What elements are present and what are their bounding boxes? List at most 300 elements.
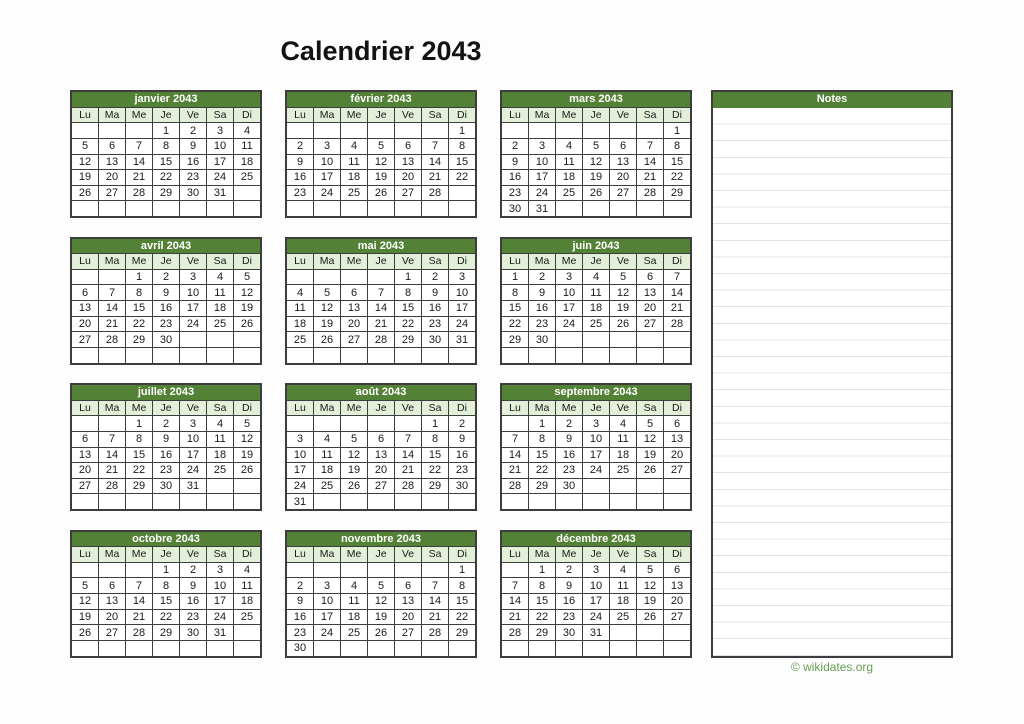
empty-cell (180, 201, 206, 216)
empty-cell (368, 348, 394, 363)
date-cell: 9 (180, 578, 206, 593)
date-cell: 21 (422, 610, 448, 625)
date-cell: 2 (556, 563, 582, 578)
day-header-me: Me (556, 254, 582, 269)
date-cell: 9 (153, 432, 179, 447)
day-header-sa: Sa (207, 401, 233, 416)
empty-cell (153, 494, 179, 509)
empty-cell (583, 348, 609, 363)
date-cell: 1 (126, 416, 152, 431)
empty-cell (368, 123, 394, 138)
day-header-sa: Sa (422, 547, 448, 562)
date-cell: 9 (422, 285, 448, 300)
date-cell: 31 (207, 186, 233, 201)
date-cell: 30 (153, 332, 179, 347)
day-header-je: Je (153, 108, 179, 123)
date-cell: 26 (72, 625, 98, 640)
empty-cell (395, 641, 421, 656)
month-aout-2043 (285, 383, 477, 511)
date-cell: 29 (422, 479, 448, 494)
month-avril-2043 (70, 237, 262, 365)
empty-cell (314, 563, 340, 578)
date-cell: 2 (180, 563, 206, 578)
day-header-je: Je (583, 254, 609, 269)
date-cell: 14 (99, 301, 125, 316)
date-cell: 18 (207, 301, 233, 316)
date-cell: 6 (664, 416, 690, 431)
date-cell: 13 (637, 285, 663, 300)
empty-cell (126, 348, 152, 363)
date-cell: 12 (234, 285, 260, 300)
empty-cell (72, 270, 98, 285)
date-cell: 29 (395, 332, 421, 347)
day-header-ve: Ve (180, 254, 206, 269)
date-cell: 2 (529, 270, 555, 285)
date-cell: 20 (341, 317, 367, 332)
day-header-lu: Lu (287, 254, 313, 269)
date-cell: 22 (395, 317, 421, 332)
date-cell: 23 (153, 463, 179, 478)
date-cell: 27 (341, 332, 367, 347)
date-cell: 9 (556, 578, 582, 593)
day-header-je: Je (153, 254, 179, 269)
date-cell: 12 (368, 594, 394, 609)
date-cell: 24 (207, 170, 233, 185)
date-cell: 11 (207, 432, 233, 447)
day-header-je: Je (368, 401, 394, 416)
day-header-di: Di (449, 401, 475, 416)
day-header-ma: Ma (314, 401, 340, 416)
date-cell: 8 (126, 285, 152, 300)
date-cell: 7 (99, 285, 125, 300)
day-header-di: Di (234, 401, 260, 416)
day-header-lu: Lu (72, 108, 98, 123)
empty-cell (287, 416, 313, 431)
date-cell: 20 (368, 463, 394, 478)
date-cell: 27 (637, 317, 663, 332)
date-cell: 21 (126, 170, 152, 185)
date-cell: 13 (395, 155, 421, 170)
date-cell: 29 (449, 625, 475, 640)
day-header-lu: Lu (287, 547, 313, 562)
empty-cell (502, 641, 528, 656)
date-cell: 28 (395, 479, 421, 494)
date-cell: 15 (449, 594, 475, 609)
date-cell: 13 (72, 448, 98, 463)
date-cell: 21 (664, 301, 690, 316)
date-cell: 7 (99, 432, 125, 447)
date-cell: 17 (287, 463, 313, 478)
date-cell: 5 (72, 139, 98, 154)
day-header-lu: Lu (72, 401, 98, 416)
empty-cell (664, 641, 690, 656)
date-cell: 7 (395, 432, 421, 447)
attribution-link[interactable]: © wikidates.org (790, 660, 874, 674)
month-title: octobre 2043 (72, 532, 260, 547)
date-cell: 27 (99, 625, 125, 640)
date-cell: 28 (99, 332, 125, 347)
empty-cell (422, 123, 448, 138)
date-cell: 11 (234, 578, 260, 593)
date-cell: 16 (287, 610, 313, 625)
date-cell: 26 (368, 186, 394, 201)
month-title: juin 2043 (502, 239, 690, 254)
date-cell: 15 (422, 448, 448, 463)
day-header-sa: Sa (637, 547, 663, 562)
day-header-me: Me (341, 254, 367, 269)
day-header-lu: Lu (72, 254, 98, 269)
date-cell: 4 (234, 563, 260, 578)
empty-cell (207, 348, 233, 363)
empty-cell (637, 641, 663, 656)
date-cell: 11 (207, 285, 233, 300)
date-cell: 4 (583, 270, 609, 285)
date-cell: 2 (556, 416, 582, 431)
month-title: décembre 2043 (502, 532, 690, 547)
day-header-sa: Sa (422, 108, 448, 123)
day-header-je: Je (368, 108, 394, 123)
date-cell: 30 (287, 641, 313, 656)
empty-cell (610, 641, 636, 656)
empty-cell (637, 348, 663, 363)
date-cell: 1 (422, 416, 448, 431)
empty-cell (287, 201, 313, 216)
day-header-sa: Sa (637, 254, 663, 269)
empty-cell (583, 494, 609, 509)
month-title: mai 2043 (287, 239, 475, 254)
empty-cell (449, 186, 475, 201)
empty-cell (664, 479, 690, 494)
date-cell: 25 (341, 186, 367, 201)
date-cell: 5 (610, 270, 636, 285)
date-cell: 12 (637, 432, 663, 447)
empty-cell (368, 201, 394, 216)
day-header-di: Di (234, 254, 260, 269)
date-cell: 30 (502, 201, 528, 216)
date-cell: 10 (449, 285, 475, 300)
date-cell: 29 (126, 332, 152, 347)
date-cell: 24 (556, 317, 582, 332)
date-cell: 18 (610, 448, 636, 463)
empty-cell (99, 641, 125, 656)
empty-cell (341, 641, 367, 656)
empty-cell (126, 494, 152, 509)
empty-cell (422, 494, 448, 509)
day-header-ve: Ve (395, 547, 421, 562)
date-cell: 23 (556, 463, 582, 478)
empty-cell (314, 201, 340, 216)
empty-cell (234, 494, 260, 509)
date-cell: 3 (314, 139, 340, 154)
empty-cell (287, 348, 313, 363)
empty-cell (72, 563, 98, 578)
month-title: mars 2043 (502, 92, 690, 107)
empty-cell (395, 201, 421, 216)
date-cell: 21 (502, 463, 528, 478)
date-cell: 4 (314, 432, 340, 447)
date-cell: 12 (583, 155, 609, 170)
empty-cell (341, 563, 367, 578)
day-header-lu: Lu (502, 254, 528, 269)
date-cell: 30 (180, 625, 206, 640)
empty-cell (610, 494, 636, 509)
day-header-me: Me (556, 401, 582, 416)
empty-cell (529, 348, 555, 363)
empty-cell (637, 494, 663, 509)
empty-cell (341, 270, 367, 285)
date-cell: 11 (341, 155, 367, 170)
date-cell: 16 (529, 301, 555, 316)
date-cell: 17 (583, 594, 609, 609)
empty-cell (234, 479, 260, 494)
date-cell: 20 (637, 301, 663, 316)
day-header-je: Je (583, 401, 609, 416)
day-header-ve: Ve (180, 401, 206, 416)
date-cell: 28 (368, 332, 394, 347)
day-header-ma: Ma (314, 547, 340, 562)
empty-cell (583, 479, 609, 494)
empty-cell (72, 201, 98, 216)
empty-cell (610, 479, 636, 494)
date-cell: 15 (502, 301, 528, 316)
date-cell: 17 (207, 155, 233, 170)
day-header-sa: Sa (207, 547, 233, 562)
empty-cell (556, 332, 582, 347)
date-cell: 16 (153, 301, 179, 316)
date-cell: 27 (664, 610, 690, 625)
date-cell: 15 (126, 448, 152, 463)
day-header-ve: Ve (395, 108, 421, 123)
date-cell: 19 (368, 170, 394, 185)
empty-cell (341, 348, 367, 363)
day-header-me: Me (126, 401, 152, 416)
date-cell: 15 (153, 594, 179, 609)
date-cell: 4 (341, 578, 367, 593)
empty-cell (395, 494, 421, 509)
date-cell: 11 (314, 448, 340, 463)
date-cell: 20 (610, 170, 636, 185)
date-cell: 30 (153, 479, 179, 494)
date-cell: 11 (583, 285, 609, 300)
day-header-sa: Sa (207, 254, 233, 269)
date-cell: 16 (556, 448, 582, 463)
date-cell: 3 (449, 270, 475, 285)
date-cell: 4 (556, 139, 582, 154)
date-cell: 9 (153, 285, 179, 300)
empty-cell (422, 348, 448, 363)
empty-cell (314, 123, 340, 138)
day-header-ma: Ma (529, 401, 555, 416)
empty-cell (72, 494, 98, 509)
day-header-lu: Lu (502, 108, 528, 123)
date-cell: 19 (583, 170, 609, 185)
empty-cell (449, 201, 475, 216)
empty-cell (287, 123, 313, 138)
empty-cell (664, 332, 690, 347)
date-cell: 6 (395, 578, 421, 593)
date-cell: 31 (529, 201, 555, 216)
empty-cell (126, 563, 152, 578)
date-cell: 17 (449, 301, 475, 316)
empty-cell (422, 641, 448, 656)
date-cell: 30 (449, 479, 475, 494)
date-cell: 10 (314, 594, 340, 609)
date-cell: 28 (502, 479, 528, 494)
empty-cell (368, 494, 394, 509)
date-cell: 13 (610, 155, 636, 170)
empty-cell (529, 123, 555, 138)
date-cell: 25 (556, 186, 582, 201)
date-cell: 17 (556, 301, 582, 316)
date-cell: 3 (207, 563, 233, 578)
date-cell: 16 (180, 594, 206, 609)
date-cell: 1 (529, 416, 555, 431)
day-header-ma: Ma (99, 108, 125, 123)
empty-cell (556, 494, 582, 509)
date-cell: 9 (287, 155, 313, 170)
empty-cell (72, 123, 98, 138)
empty-cell (529, 494, 555, 509)
date-cell: 20 (664, 448, 690, 463)
date-cell: 25 (583, 317, 609, 332)
month-juillet-2043 (70, 383, 262, 511)
month-fevrier-2043 (285, 90, 477, 218)
date-cell: 4 (234, 123, 260, 138)
date-cell: 9 (556, 432, 582, 447)
date-cell: 5 (637, 416, 663, 431)
date-cell: 19 (72, 170, 98, 185)
date-cell: 13 (395, 594, 421, 609)
empty-cell (72, 641, 98, 656)
empty-cell (207, 201, 233, 216)
date-cell: 12 (72, 155, 98, 170)
empty-cell (207, 479, 233, 494)
day-header-ve: Ve (395, 401, 421, 416)
date-cell: 28 (664, 317, 690, 332)
date-cell: 26 (637, 463, 663, 478)
date-cell: 16 (287, 170, 313, 185)
date-cell: 29 (126, 479, 152, 494)
date-cell: 1 (449, 563, 475, 578)
date-cell: 7 (368, 285, 394, 300)
empty-cell (395, 123, 421, 138)
empty-cell (99, 563, 125, 578)
date-cell: 27 (99, 186, 125, 201)
date-cell: 18 (314, 463, 340, 478)
empty-cell (207, 494, 233, 509)
date-cell: 5 (341, 432, 367, 447)
empty-cell (664, 201, 690, 216)
date-cell: 14 (637, 155, 663, 170)
date-cell: 29 (529, 625, 555, 640)
date-cell: 15 (126, 301, 152, 316)
date-cell: 16 (502, 170, 528, 185)
empty-cell (341, 416, 367, 431)
date-cell: 29 (529, 479, 555, 494)
date-cell: 6 (72, 432, 98, 447)
date-cell: 5 (368, 578, 394, 593)
date-cell: 19 (234, 301, 260, 316)
month-title: avril 2043 (72, 239, 260, 254)
date-cell: 14 (126, 594, 152, 609)
date-cell: 19 (341, 463, 367, 478)
empty-cell (556, 201, 582, 216)
date-cell: 12 (72, 594, 98, 609)
date-cell: 15 (664, 155, 690, 170)
empty-cell (610, 201, 636, 216)
date-cell: 11 (556, 155, 582, 170)
date-cell: 8 (153, 139, 179, 154)
date-cell: 2 (153, 270, 179, 285)
day-header-ma: Ma (314, 108, 340, 123)
empty-cell (180, 494, 206, 509)
date-cell: 28 (637, 186, 663, 201)
date-cell: 8 (502, 285, 528, 300)
date-cell: 17 (180, 301, 206, 316)
empty-cell (99, 201, 125, 216)
date-cell: 8 (529, 432, 555, 447)
date-cell: 24 (314, 625, 340, 640)
day-header-ve: Ve (610, 401, 636, 416)
empty-cell (395, 563, 421, 578)
date-cell: 26 (234, 317, 260, 332)
date-cell: 3 (314, 578, 340, 593)
date-cell: 24 (180, 317, 206, 332)
day-header-di: Di (234, 547, 260, 562)
empty-cell (502, 494, 528, 509)
date-cell: 5 (583, 139, 609, 154)
date-cell: 16 (556, 594, 582, 609)
date-cell: 2 (287, 139, 313, 154)
date-cell: 27 (72, 332, 98, 347)
date-cell: 19 (637, 448, 663, 463)
date-cell: 18 (583, 301, 609, 316)
date-cell: 4 (610, 416, 636, 431)
date-cell: 21 (368, 317, 394, 332)
day-header-sa: Sa (207, 108, 233, 123)
date-cell: 12 (610, 285, 636, 300)
date-cell: 17 (207, 594, 233, 609)
date-cell: 9 (502, 155, 528, 170)
empty-cell (583, 201, 609, 216)
empty-cell (72, 416, 98, 431)
date-cell: 28 (126, 186, 152, 201)
empty-cell (180, 332, 206, 347)
date-cell: 7 (126, 578, 152, 593)
date-cell: 6 (99, 578, 125, 593)
empty-cell (234, 348, 260, 363)
day-header-ma: Ma (529, 254, 555, 269)
empty-cell (234, 332, 260, 347)
date-cell: 30 (529, 332, 555, 347)
month-janvier-2043 (70, 90, 262, 218)
date-cell: 23 (287, 186, 313, 201)
date-cell: 24 (314, 186, 340, 201)
date-cell: 22 (529, 610, 555, 625)
page-title: Calendrier 2043 (280, 36, 482, 66)
date-cell: 20 (99, 610, 125, 625)
empty-cell (314, 416, 340, 431)
empty-cell (314, 641, 340, 656)
date-cell: 24 (583, 463, 609, 478)
date-cell: 5 (72, 578, 98, 593)
date-cell: 5 (314, 285, 340, 300)
day-header-je: Je (583, 108, 609, 123)
notes-panel (711, 90, 953, 658)
date-cell: 15 (449, 155, 475, 170)
day-header-me: Me (556, 108, 582, 123)
day-header-je: Je (368, 254, 394, 269)
